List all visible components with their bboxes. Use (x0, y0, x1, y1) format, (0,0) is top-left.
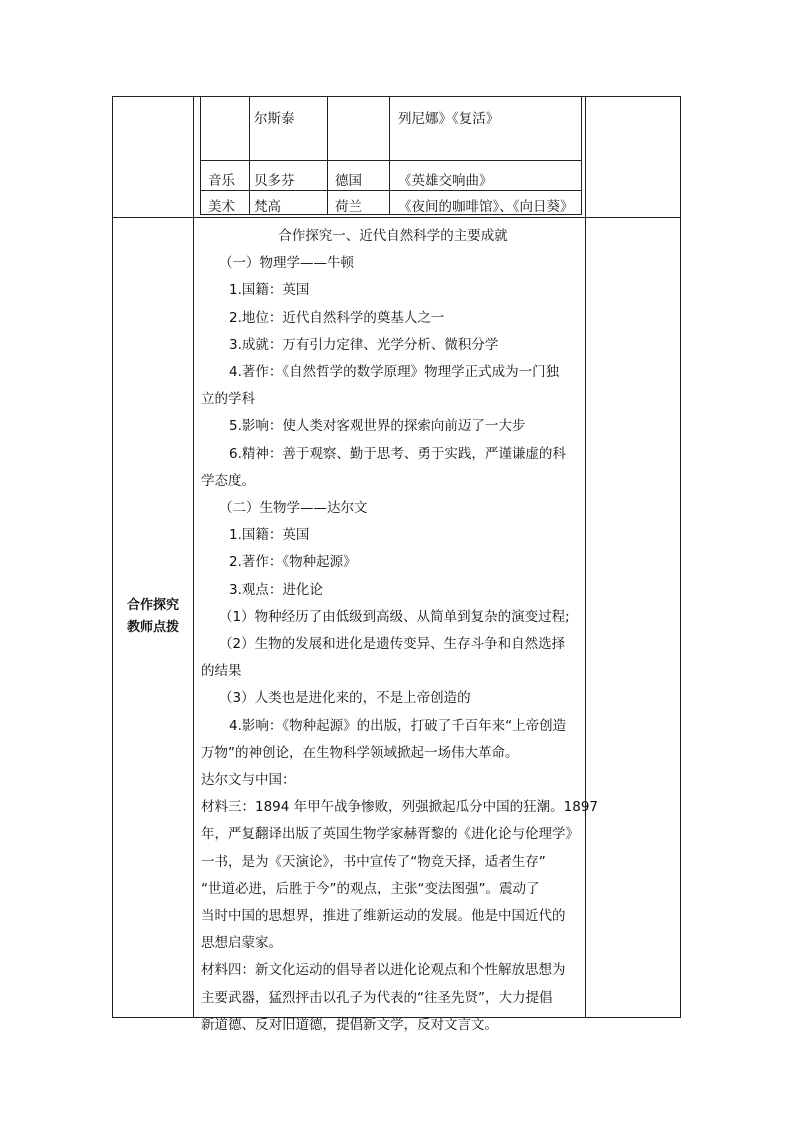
content-line: 2.著作：《物种起源》 (229, 554, 357, 571)
content-line: 达尔文与中国： (201, 772, 296, 789)
content-line: 3.成就：万有引力定律、光学分析、微积分学 (229, 336, 499, 353)
content-line: “世道必进，后胜于今”的观点，主张“变法图强”。震动了 (201, 880, 540, 897)
content-line: 3.观点：进化论 (229, 581, 323, 598)
content-line: （二）生物学——达尔文 (219, 500, 368, 517)
inner-cell-works: 《英雄交响曲》 (398, 173, 493, 189)
inner-row-1 (201, 160, 581, 161)
content-line: （1）物种经历了由低级到高级、从简单到复杂的演变过程; (219, 608, 570, 625)
row-divider (113, 217, 680, 218)
content-line: 主要武器，猛烈抨击以孔子为代表的“往圣先贤”，大力提倡 (201, 989, 553, 1006)
content-line: 思想启蒙家。 (201, 935, 282, 952)
content-line: 新道德、反对旧道德，提倡新文学，反对文言文。 (201, 1016, 498, 1033)
inner-cell-category: 音乐 (208, 173, 235, 189)
content-line: 4.著作：《自然哲学的数学原理》物理学正式成为一门独 (229, 364, 560, 381)
content-line: 材料四：新文化运动的倡导者以进化论观点和个性解放思想为 (201, 962, 566, 979)
section-label-line1: 合作探究 (126, 598, 179, 613)
inner-cell-works: 《夜间的咖啡馆》、《向日葵》 (398, 199, 574, 215)
content-line: 1.国籍：英国 (229, 527, 310, 544)
inner-cell-name: 尔斯泰 (254, 111, 295, 127)
inner-table (200, 97, 582, 215)
inner-cell-country: 德国 (335, 173, 362, 189)
document-table (112, 96, 681, 1033)
inner-cell-works: 列尼娜》《复活》 (398, 111, 500, 127)
content-line: （3）人类也是进化来的，不是上帝创造的 (219, 690, 471, 707)
inner-cell-name: 贝多芬 (254, 173, 295, 189)
content-line: 万物”的神创论，在生物科学领域掀起一场伟大革命。 (201, 744, 519, 761)
content-line: 当时中国的思想界，推进了维新运动的发展。他是中国近代的 (201, 908, 566, 925)
content-line: 1.国籍：英国 (229, 282, 310, 299)
content-line: 4.影响：《物种起源》的出版，打破了千百年来“上帝创造 (229, 717, 567, 734)
section-content (201, 223, 599, 1039)
inner-cell-name: 梵高 (254, 199, 281, 215)
content-line: （2）生物的发展和进化是遗传变异、生存斗争和自然选择 (219, 636, 566, 653)
content-line: 立的学科 (201, 391, 255, 408)
inner-cell-country: 荷兰 (335, 199, 362, 215)
inner-row-2 (201, 190, 581, 191)
inner-col-3 (389, 97, 390, 215)
inner-col-2 (327, 97, 328, 215)
content-line: 6.精神：善于观察、勤于思考、勇于实践，严谨谦虚的科 (229, 445, 566, 462)
content-line: （一）物理学——牛顿 (219, 255, 354, 272)
section-label (113, 595, 193, 639)
content-line: 一书，是为《天演论》，书中宣传了“物竞天择，适者生存” (201, 853, 546, 870)
content-line: 5.影响：使人类对客观世界的探索向前迈了一大步 (229, 418, 526, 435)
column-divider-right (585, 97, 586, 1017)
content-heading: 合作探究一、近代自然科学的主要成就 (278, 228, 508, 244)
content-line: 年，严复翻译出版了英国生物学家赫胥黎的《进化论与伦理学》 (201, 826, 579, 843)
content-line: 学态度。 (201, 472, 255, 489)
inner-col-1 (249, 97, 250, 215)
content-line: 材料三：1894 年甲午战争惨败，列强掀起瓜分中国的狂潮。1897 (201, 799, 599, 816)
content-line: 的结果 (201, 663, 242, 680)
inner-cell-category: 美术 (208, 199, 235, 215)
section-label-line2: 教师点拨 (126, 620, 179, 635)
content-line: 2.地位：近代自然科学的奠基人之一 (229, 309, 445, 326)
column-divider-left (193, 97, 194, 1017)
